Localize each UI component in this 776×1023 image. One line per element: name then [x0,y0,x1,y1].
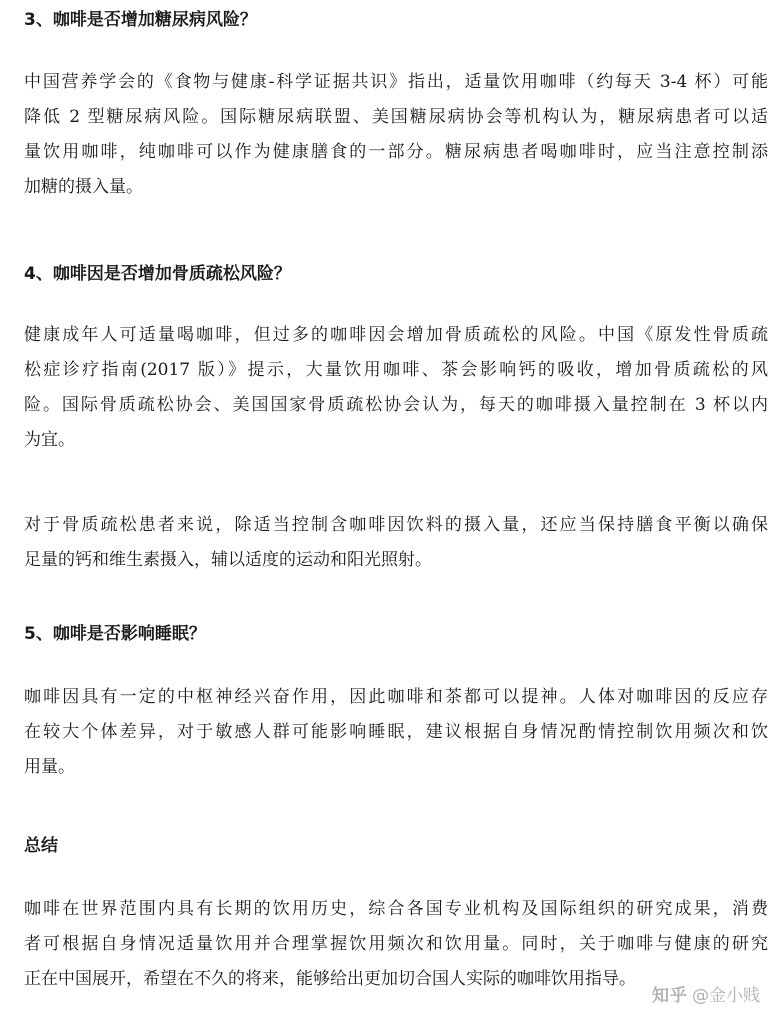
text-line: 松症诊疗指南(2017 版）》提示，大量饮用咖啡、茶会影响钙的吸收，增加骨质疏松的风 [24,360,768,380]
text-line: 中国营养学会的《食物与健康-科学证据共识》指出，适量饮用咖啡（约每天 3-4 杯）可能 [24,72,768,92]
text-line: 对于骨质疏松患者来说，除适当控制含咖啡因饮料的摄入量，还应当保持膳食平衡以确保 [24,515,768,535]
text-line: 咖啡因具有一定的中枢神经兴奋作用，因此咖啡和茶都可以提神。人体对咖啡因的反应存 [24,687,768,707]
text-line: 足量的钙和维生素摄入，辅以适度的运动和阳光照射。 [24,550,432,570]
text-line: 咖啡在世界范围内具有长期的饮用历史，综合各国专业机构及国际组织的研究成果，消费 [24,899,768,919]
zhihu-logo: 知乎 [652,986,688,1006]
section-heading-sleep: 5、咖啡是否影响睡眠？ [24,624,206,644]
text-line: 加糖的摄入量。 [24,177,143,197]
paragraph-osteoporosis-1 [24,318,768,458]
text-line: 用量。 [24,757,75,777]
section-heading-diabetes: 3、咖啡是否增加糖尿病风险？ [24,10,257,30]
text-line: 健康成年人可适量喝咖啡，但过多的咖啡因会增加骨质疏松的风险。中国《原发性骨质疏 [24,325,768,345]
text-line: 降低 2 型糖尿病风险。国际糖尿病联盟、美国糖尿病协会等机构认为，糖尿病患者可以适 [24,107,768,127]
paragraph-sleep [24,680,768,785]
watermark-author: @金小贱 [692,986,760,1006]
section-heading-osteoporosis: 4、咖啡因是否增加骨质疏松风险？ [24,264,291,284]
paragraph-osteoporosis-2 [24,508,768,578]
zhihu-watermark [652,984,760,1008]
text-line: 正在中国展开，希望在不久的将来，能够给出更加切合国人实际的咖啡饮用指导。 [24,969,636,989]
paragraph-summary [24,892,768,997]
text-line: 为宜。 [24,430,75,450]
text-line: 者可根据自身情况适量饮用并合理掌握饮用频次和饮用量。同时，关于咖啡与健康的研究 [24,934,768,954]
text-line: 险。国际骨质疏松协会、美国国家骨质疏松协会认为，每天的咖啡摄入量控制在 3 杯以内 [24,395,768,415]
section-heading-summary: 总结 [24,836,58,856]
paragraph-diabetes [24,65,768,205]
text-line: 在较大个体差异，对于敏感人群可能影响睡眠，建议根据自身情况酌情控制饮用频次和饮 [24,722,768,742]
text-line: 量饮用咖啡，纯咖啡可以作为健康膳食的一部分。糖尿病患者喝咖啡时，应当注意控制添 [24,142,768,162]
